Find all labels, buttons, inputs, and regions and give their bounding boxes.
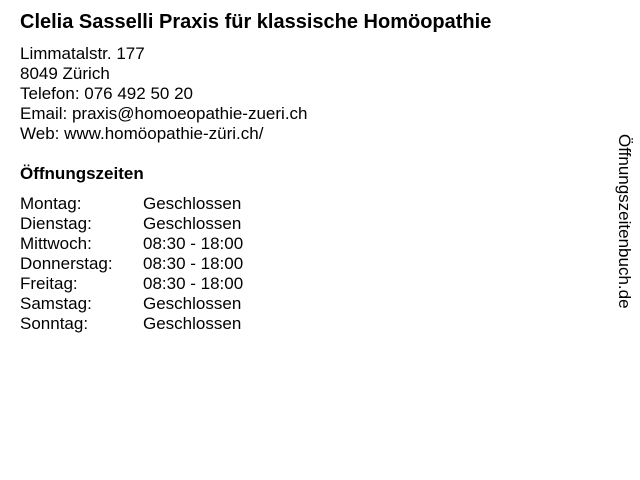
day-label: Samstag: <box>20 294 92 313</box>
page-title: Clelia Sasselli Praxis für klassische Homöopathie <box>20 11 492 33</box>
address-block <box>20 44 308 144</box>
hours-row-monday <box>20 194 243 214</box>
brand-name: Öffnungszeitenbuch.de <box>615 134 634 309</box>
website: Web: www.homöopathie-züri.ch/ <box>20 124 264 143</box>
day-label: Sonntag: <box>20 314 89 333</box>
hours-row-tuesday <box>20 214 243 234</box>
hours-row-saturday <box>20 294 243 314</box>
time-value: Geschlossen <box>143 314 242 333</box>
day-label: Donnerstag: <box>20 254 113 273</box>
time-value: 08:30 - 18:00 <box>143 274 244 293</box>
phone: Telefon: 076 492 50 20 <box>20 84 193 103</box>
email: Email: praxis@homoeopathie-zueri.ch <box>20 104 308 123</box>
time-value: 08:30 - 18:00 <box>143 254 244 273</box>
street: Limmatalstr. 177 <box>20 44 145 63</box>
time-value: 08:30 - 18:00 <box>143 234 244 253</box>
side-brand <box>614 134 634 362</box>
hours-table <box>20 194 243 334</box>
day-label: Freitag: <box>20 274 78 293</box>
time-value: Geschlossen <box>143 214 242 233</box>
day-label: Montag: <box>20 194 82 213</box>
hours-heading: Öffnungszeiten <box>20 164 144 183</box>
hours-row-wednesday <box>20 234 243 254</box>
day-label: Mittwoch: <box>20 234 92 253</box>
hours-row-friday <box>20 274 243 294</box>
day-label: Dienstag: <box>20 214 92 233</box>
hours-row-thursday <box>20 254 243 274</box>
time-value: Geschlossen <box>143 194 242 213</box>
city: 8049 Zürich <box>20 64 110 83</box>
hours-row-sunday <box>20 314 243 334</box>
time-value: Geschlossen <box>143 294 242 313</box>
